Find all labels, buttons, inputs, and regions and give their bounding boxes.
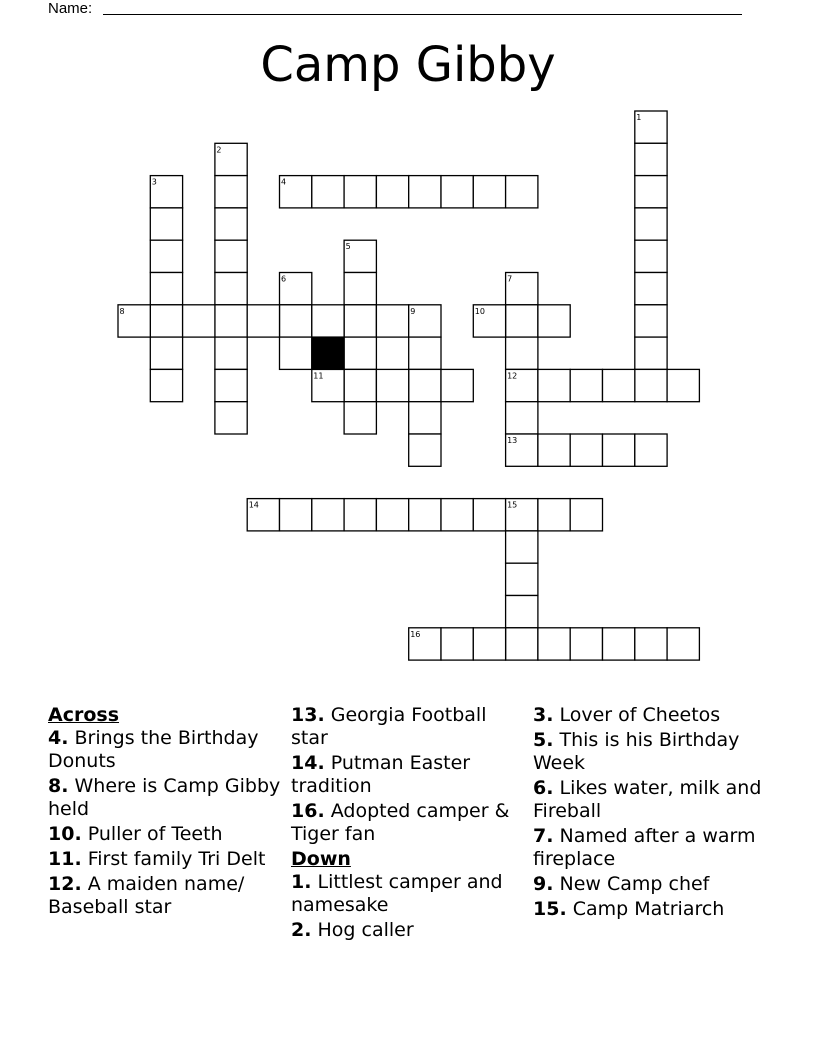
grid-cell[interactable] (635, 337, 667, 369)
clue-number: 15 (507, 500, 518, 510)
grid-cell[interactable] (409, 434, 441, 466)
grid-cell[interactable] (538, 369, 570, 401)
grid-cell[interactable] (635, 176, 667, 208)
clue-number: 10 (474, 306, 485, 316)
grid-cell[interactable] (376, 499, 408, 531)
down-clue-7: 7. Named after a warm fireplace (533, 825, 756, 870)
grid-cell[interactable] (215, 402, 247, 434)
down-clue-1: 1. Littlest camper and namesake (291, 871, 503, 916)
across-clue-11: 11. First family Tri Delt (48, 848, 266, 870)
grid-cell[interactable] (344, 305, 376, 337)
grid-cell[interactable] (570, 628, 602, 660)
clue-number: 14 (248, 500, 259, 510)
grid-cell[interactable] (570, 499, 602, 531)
across-heading: Across (48, 704, 120, 726)
clue-number: 2 (216, 145, 222, 155)
across-clue-4: 4. Brings the Birthday Donuts (48, 727, 259, 772)
grid-cell[interactable] (344, 337, 376, 369)
grid-cell[interactable] (570, 434, 602, 466)
grid-cell[interactable] (409, 337, 441, 369)
grid-cell[interactable] (506, 628, 538, 660)
grid-cell[interactable] (635, 273, 667, 305)
grid-cell[interactable] (506, 563, 538, 595)
grid-cell[interactable] (312, 499, 344, 531)
grid-cell[interactable] (150, 240, 182, 272)
grid-cell[interactable] (344, 369, 376, 401)
clue-number: 13 (507, 436, 518, 445)
down-clue-9: 9. New Camp chef (533, 873, 710, 895)
grid-cell[interactable] (409, 402, 441, 434)
grid-cell[interactable] (635, 434, 667, 466)
grid-cell[interactable] (344, 402, 376, 434)
across-clue-14: 14. Putman Easter tradition (291, 752, 471, 797)
grid-cell[interactable] (506, 402, 538, 434)
grid-cell[interactable] (473, 628, 505, 660)
grid-cell[interactable] (376, 176, 408, 208)
clue-number: 7 (507, 274, 513, 284)
grid-cell[interactable] (603, 369, 635, 401)
grid-cell[interactable] (506, 305, 538, 337)
clue-number: 5 (345, 242, 351, 252)
grid-cell[interactable] (344, 176, 376, 208)
grid-cell[interactable] (506, 531, 538, 563)
grid-cell[interactable] (635, 628, 667, 660)
grid-cell[interactable] (150, 273, 182, 305)
grid-cell[interactable] (215, 305, 247, 337)
grid-cell[interactable] (538, 499, 570, 531)
clue-number: 1 (636, 113, 642, 122)
grid-cell[interactable] (538, 434, 570, 466)
grid-cell[interactable] (409, 369, 441, 401)
clue-number: 8 (119, 306, 125, 316)
across-clue-16: 16. Adopted camper & Tiger fan (291, 800, 510, 845)
grid-cell[interactable] (635, 305, 667, 337)
grid-cell[interactable] (603, 628, 635, 660)
grid-cell[interactable] (183, 305, 215, 337)
grid-cell[interactable] (150, 369, 182, 401)
grid-cell[interactable] (603, 434, 635, 466)
black-cell (312, 337, 344, 369)
grid-cell[interactable] (280, 499, 312, 531)
across-clue-10: 10. Puller of Teeth (48, 823, 223, 845)
grid-cell[interactable] (247, 305, 279, 337)
clue-number: 16 (410, 629, 421, 639)
grid-cell[interactable] (215, 208, 247, 240)
grid-cell[interactable] (215, 369, 247, 401)
clue-number: 12 (507, 371, 518, 381)
down-heading: Down (291, 848, 351, 870)
grid-cell[interactable] (635, 143, 667, 175)
grid-cell[interactable] (635, 208, 667, 240)
grid-cell[interactable] (441, 628, 473, 660)
clue-column-2 (291, 704, 526, 944)
grid-cell[interactable] (215, 273, 247, 305)
clue-column-3 (533, 704, 773, 923)
grid-cell[interactable] (409, 499, 441, 531)
clue-number: 9 (410, 306, 416, 316)
down-clue-5: 5. This is his Birthday Week (533, 729, 740, 774)
grid-cell[interactable] (215, 176, 247, 208)
grid-cell[interactable] (570, 369, 602, 401)
grid-cell[interactable] (441, 369, 473, 401)
clue-number: 4 (281, 177, 287, 187)
grid-cell[interactable] (506, 176, 538, 208)
down-clue-3: 3. Lover of Cheetos (533, 704, 721, 726)
name-label: Name: (48, 0, 93, 17)
grid-cell[interactable] (441, 176, 473, 208)
grid-cell[interactable] (506, 337, 538, 369)
grid-cell[interactable] (344, 273, 376, 305)
grid-cell[interactable] (473, 499, 505, 531)
down-clue-15: 15. Camp Matriarch (533, 898, 725, 920)
down-clue-2: 2. Hog caller (291, 919, 414, 941)
grid-cell[interactable] (150, 208, 182, 240)
grid-cell[interactable] (280, 337, 312, 369)
grid-cell[interactable] (215, 240, 247, 272)
across-clue-13: 13. Georgia Football star (291, 704, 487, 749)
grid-cell[interactable] (376, 305, 408, 337)
grid-cell[interactable] (376, 369, 408, 401)
grid-cell[interactable] (473, 176, 505, 208)
clue-number: 11 (313, 371, 324, 381)
grid-cell[interactable] (344, 499, 376, 531)
grid-cell[interactable] (441, 499, 473, 531)
grid-cell[interactable] (280, 305, 312, 337)
clue-column-1 (48, 702, 283, 921)
clue-number: 3 (151, 177, 157, 187)
clue-number: 6 (281, 274, 287, 284)
grid-cell[interactable] (506, 596, 538, 628)
grid-cell[interactable] (215, 337, 247, 369)
grid-cell[interactable] (635, 240, 667, 272)
grid-cell[interactable] (150, 305, 182, 337)
grid-cell[interactable] (409, 176, 441, 208)
grid-cell[interactable] (667, 628, 699, 660)
across-clue-8: 8. Where is Camp Gibby held (48, 775, 281, 820)
grid-cell[interactable] (667, 369, 699, 401)
grid-cell[interactable] (538, 305, 570, 337)
grid-cell[interactable] (312, 176, 344, 208)
page-title: Camp Gibby (260, 37, 556, 93)
grid-cell[interactable] (538, 628, 570, 660)
down-clue-6: 6. Likes water, milk and Fireball (533, 777, 762, 822)
grid-cell[interactable] (150, 337, 182, 369)
across-clue-12: 12. A maiden name/ Baseball star (48, 873, 245, 918)
grid-cell[interactable] (635, 369, 667, 401)
grid-cell[interactable] (312, 305, 344, 337)
